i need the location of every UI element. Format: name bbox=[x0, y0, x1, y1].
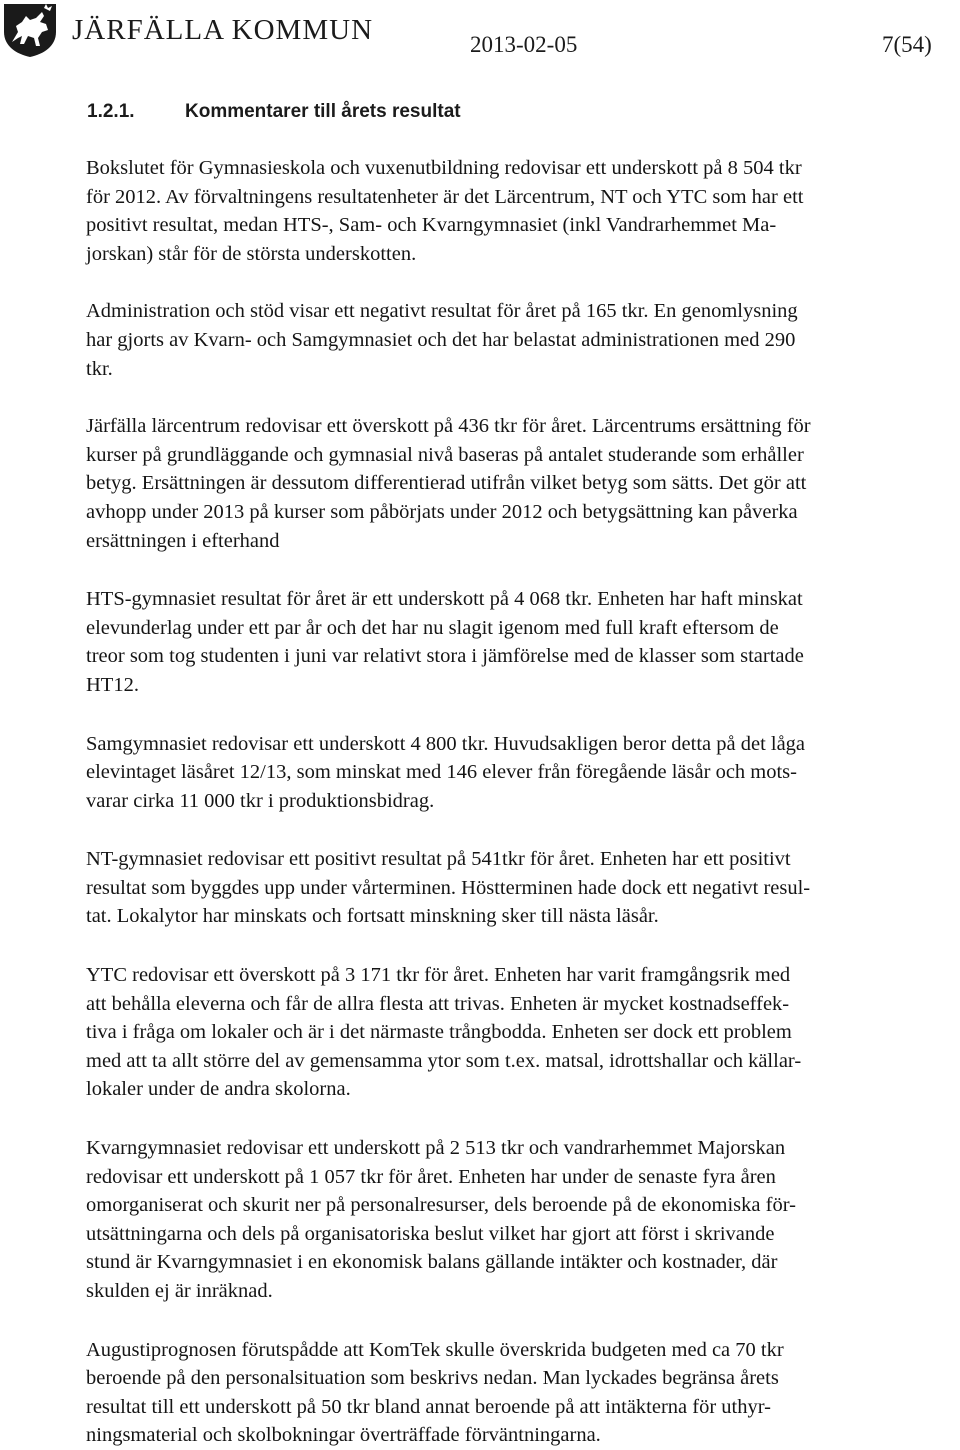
paragraph-hts bbox=[86, 585, 952, 699]
paragraph-kvarngymnasiet bbox=[86, 1134, 952, 1306]
document-date: 2013-02-05 bbox=[470, 32, 578, 57]
section-title: Kommentarer till årets resultat bbox=[185, 101, 461, 122]
text-line: elevunderlag under ett par år och det har nu slagit igenom med full kraft eftersom de bbox=[86, 616, 779, 639]
text-line: ersättningen i efterhand bbox=[86, 529, 280, 552]
page-header bbox=[0, 0, 960, 70]
body-text bbox=[86, 154, 952, 1450]
text-line: varar cirka 11 000 tkr i produktionsbidrag. bbox=[86, 789, 435, 812]
text-line: resultat som byggdes upp under vårterminen. Höstterminen hade dock ett negativt resul- bbox=[86, 876, 811, 899]
text-line: HTS-gymnasiet resultat för året är ett underskott på 4 068 tkr. Enheten har haft minskat bbox=[86, 588, 803, 611]
text-line: beroende på den personalsituation som beskrivs nedan. Man lyckades begränsa årets bbox=[86, 1367, 779, 1390]
text-line: Bokslutet för Gymnasieskola och vuxenutbildning redovisar ett underskott på 8 504 tkr bbox=[86, 157, 802, 179]
coat-of-arms-icon bbox=[2, 2, 58, 58]
text-line: YTC redovisar ett överskott på 3 171 tkr för året. Enheten har varit framgångsrik med bbox=[86, 964, 791, 987]
text-line: lokaler under de andra skolorna. bbox=[86, 1078, 351, 1101]
text-line: Samgymnasiet redovisar ett underskott 4 800 tkr. Huvudsakligen beror detta på det låga bbox=[86, 732, 806, 755]
text-line: Kvarngymnasiet redovisar ett underskott på 2 513 tkr och vandrarhemmet Majorskan bbox=[86, 1137, 786, 1160]
paragraph-samgymnasiet bbox=[86, 730, 952, 816]
paragraph-komtek bbox=[86, 1336, 952, 1450]
text-line: Administration och stöd visar ett negativt resultat för året på 165 tkr. En genomlysning bbox=[86, 300, 798, 323]
text-line: positivt resultat, medan HTS-, Sam- och Kvarngymnasiet (inkl Vandrarhemmet Ma- bbox=[86, 214, 777, 237]
text-line: treor som tog studenten i juni var relativt stora i jämförelse med de klasser som startade bbox=[86, 645, 804, 668]
text-line: tat. Lokalytor har minskats och fortsatt minskning sker till nästa läsår. bbox=[86, 905, 659, 928]
paragraph-larcentrum bbox=[86, 412, 952, 555]
text-line: omorganiserat och skurit ner på personalresurser, dels beroende på de ekonomiska för- bbox=[86, 1194, 796, 1217]
text-line: med att ta allt större del av gemensamma ytor som t.ex. matsal, idrottshallar och källar- bbox=[86, 1049, 802, 1072]
page-number: 7(54) bbox=[882, 32, 932, 57]
text-line: har gjorts av Kvarn- och Samgymnasiet och det har belastat administrationen med 290 bbox=[86, 328, 796, 351]
section-number: 1.2.1. bbox=[87, 101, 135, 122]
text-line: NT-gymnasiet redovisar ett positivt resultat på 541tkr för året. Enheten har ett positivt bbox=[86, 848, 791, 871]
text-line: tiva i fråga om lokaler och är i det närmaste trångbodda. Enheten ser dock ett problem bbox=[86, 1021, 792, 1044]
text-line: för 2012. Av förvaltningens resultatenheter är det Lärcentrum, NT och YTC som har ett bbox=[86, 185, 804, 208]
text-line: skulden ej är inräknad. bbox=[86, 1280, 273, 1302]
paragraph-ytc bbox=[86, 961, 952, 1104]
text-line: avhopp under 2013 på kurser som påbörjats under 2012 och betygsättning kan påverka bbox=[86, 500, 798, 523]
text-line: jorskan) står för de största underskotten. bbox=[86, 242, 417, 265]
text-line: Augustiprognosen förutspådde att KomTek skulle överskrida budgeten med ca 70 tkr bbox=[86, 1338, 784, 1361]
text-line: redovisar ett underskott på 1 057 tkr för året. Enheten har under de senaste fyra åren bbox=[86, 1165, 776, 1188]
text-line: Järfälla lärcentrum redovisar ett överskott på 436 tkr för året. Lärcentrums ersättning för bbox=[86, 415, 811, 438]
text-line: betyg. Ersättningen är dessutom differentierad utifrån vilket betyg som sätts. Det gör att bbox=[86, 472, 807, 495]
text-line: elevintaget läsåret 12/13, som minskat med 146 elever från föregående läsår och mots- bbox=[86, 761, 797, 784]
text-line: stund är Kvarngymnasiet i en ekonomisk balans gällande intäkter och kostnader, där bbox=[86, 1251, 778, 1274]
organization-name: JÄRFÄLLA KOMMUN bbox=[72, 14, 374, 46]
paragraph-administration bbox=[86, 297, 952, 383]
text-line: HT12. bbox=[86, 673, 139, 696]
paragraph-nt-gymnasiet bbox=[86, 845, 952, 931]
paragraph-summary bbox=[86, 154, 952, 268]
text-line: ningsmaterial och skolbokningar överträffade förväntningarna. bbox=[86, 1424, 601, 1447]
text-line: tkr. bbox=[86, 357, 113, 380]
text-line: att behålla eleverna och får de allra flesta att trivas. Enheten är mycket kostnadseffek- bbox=[86, 992, 790, 1015]
text-line: utsättningarna och dels på organisatoriska beslut vilket har gjort att först i skrivande bbox=[86, 1222, 775, 1245]
text-line: kurser på grundläggande och gymnasial nivå baseras på antalet studerande som erhåller bbox=[86, 443, 804, 466]
section-heading bbox=[87, 101, 461, 123]
text-line: resultat till ett underskott på 50 tkr bland annat beroende på att intäkterna för uthyr- bbox=[86, 1395, 771, 1418]
